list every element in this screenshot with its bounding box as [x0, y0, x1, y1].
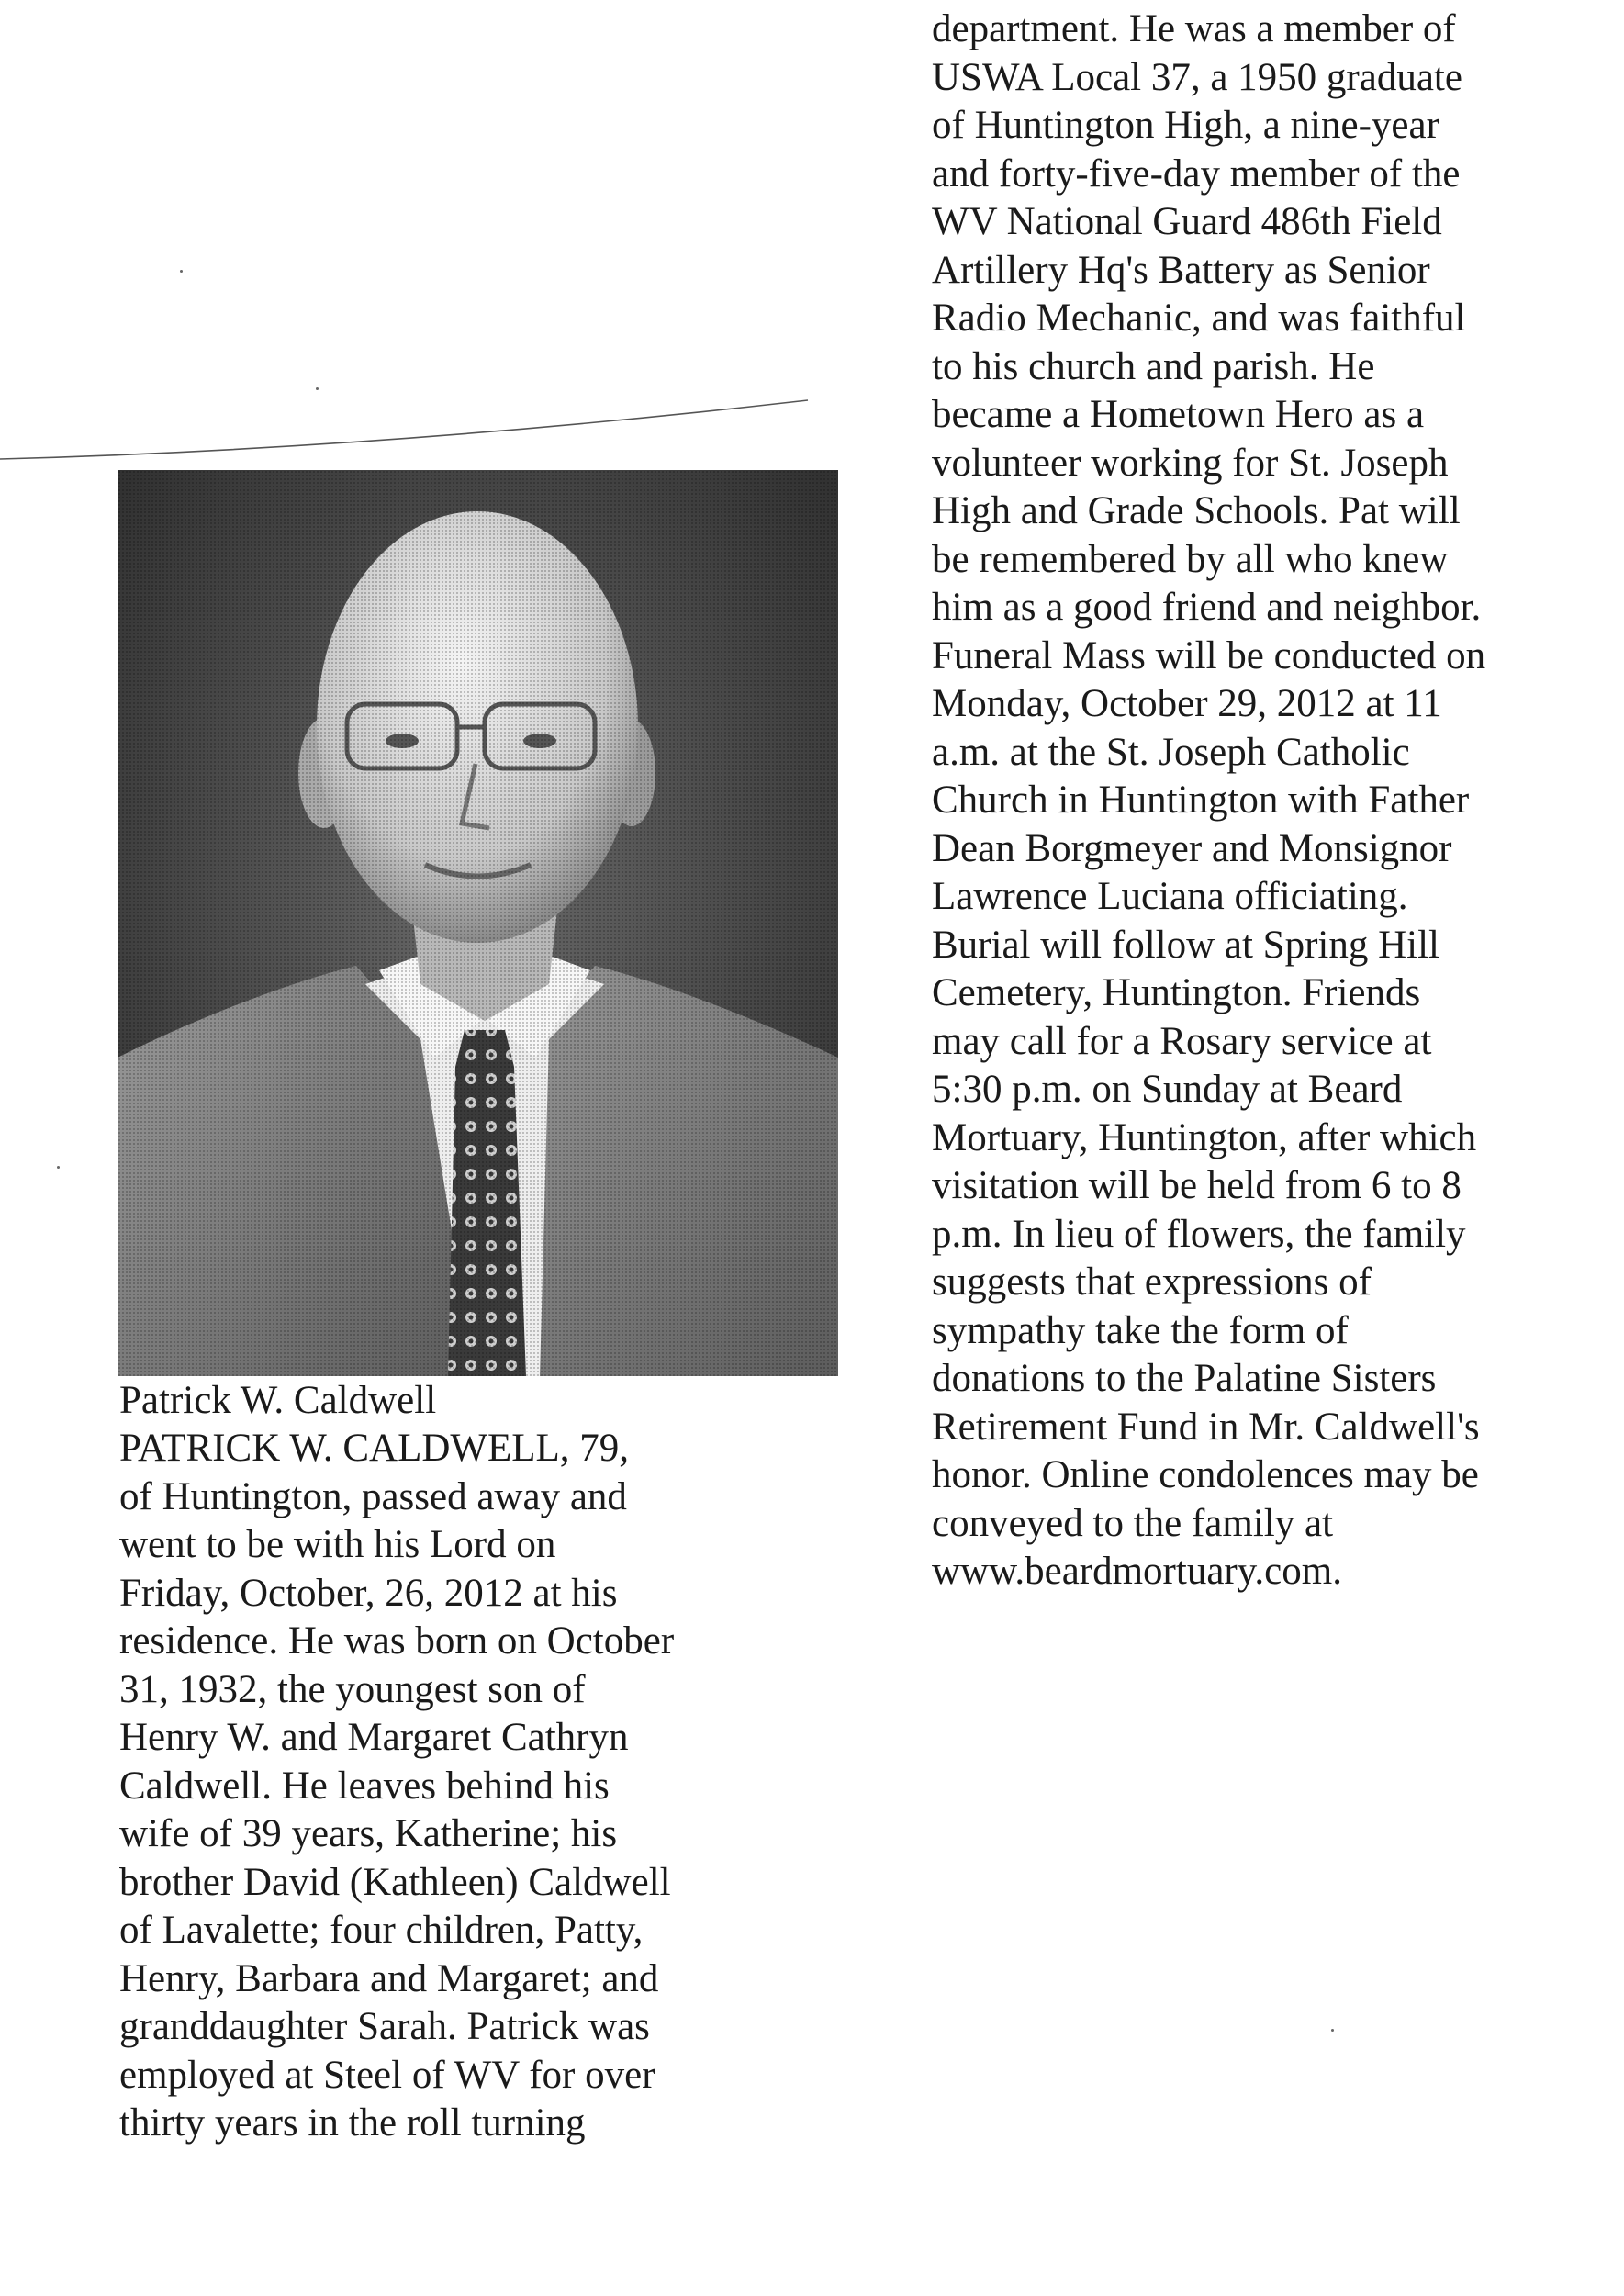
obituary-line: honor. Online condolences may be	[932, 1453, 1479, 1496]
obituary-line: Henry, Barbara and Margaret; and	[119, 1956, 659, 2000]
scan-speck	[316, 387, 319, 390]
obituary-line: donations to the Palatine Sisters	[932, 1357, 1437, 1400]
obituary-line: sympathy take the form of	[932, 1308, 1349, 1352]
obituary-line: conveyed to the family at	[932, 1501, 1334, 1545]
obituary-line: became a Hometown Hero as a	[932, 393, 1425, 436]
obituary-line: went to be with his Lord on	[119, 1523, 556, 1566]
obituary-right-column	[932, 6, 1616, 1596]
obituary-line: PATRICK W. CALDWELL, 79,	[119, 1427, 630, 1470]
obituary-line: be remembered by all who knew	[932, 537, 1449, 581]
obituary-line: a.m. at the St. Joseph Catholic	[932, 730, 1410, 774]
obituary-line: Lawrence Luciana officiating.	[932, 875, 1408, 918]
obituary-line: granddaughter Sarah. Patrick was	[119, 2005, 650, 2048]
obituary-line: Friday, October, 26, 2012 at his	[119, 1571, 618, 1615]
scan-speck	[57, 1166, 60, 1169]
obituary-line: WV National Guard 486th Field	[932, 200, 1442, 243]
obituary-line: Burial will follow at Spring Hill	[932, 923, 1439, 967]
obituary-line: Henry W. and Margaret Cathryn	[119, 1716, 629, 1759]
obituary-line: residence. He was born on October	[119, 1619, 675, 1663]
scan-speck	[180, 270, 183, 273]
obituary-line: Radio Mechanic, and was faithful	[932, 297, 1466, 340]
obituary-line: Caldwell. He leaves behind his	[119, 1764, 610, 1808]
portrait-photo	[118, 470, 838, 1376]
scan-speck	[1331, 2029, 1334, 2032]
obituary-line: 5:30 p.m. on Sunday at Beard	[932, 1068, 1403, 1111]
obituary-line: and forty-five-day member of the	[932, 151, 1461, 196]
obituary-line: employed at Steel of WV for over	[119, 2053, 655, 2097]
obituary-line: Mortuary, Huntington, after which	[932, 1115, 1477, 1159]
obituary-line: Cemetery, Huntington. Friends	[932, 971, 1421, 1014]
obituary-line: may call for a Rosary service at	[932, 1019, 1432, 1063]
obituary-line: volunteer working for St. Joseph	[932, 441, 1449, 485]
obituary-line: 31, 1932, the youngest son of	[119, 1667, 586, 1711]
obituary-line: of Huntington, passed away and	[119, 1474, 627, 1518]
obituary-line: wife of 39 years, Katherine; his	[119, 1812, 618, 1855]
obituary-line: of Huntington High, a nine-year	[932, 104, 1439, 147]
photo-caption: Patrick W. Caldwell	[119, 1379, 437, 1422]
obituary-left-column	[119, 1425, 835, 2148]
obituary-line: suggests that expressions of	[932, 1260, 1372, 1304]
obituary-line: Dean Borgmeyer and Monsignor	[932, 826, 1452, 870]
obituary-line: p.m. In lieu of flowers, the family	[932, 1212, 1466, 1256]
obituary-line: Retirement Fund in Mr. Caldwell's	[932, 1405, 1480, 1449]
obituary-line: him as a good friend and neighbor.	[932, 586, 1482, 629]
obituary-line: www.beardmortuary.com.	[932, 1550, 1342, 1593]
obituary-line: Artillery Hq's Battery as Senior	[932, 248, 1430, 292]
obituary-line: Funeral Mass will be conducted on	[932, 633, 1486, 678]
obituary-line: visitation will be held from 6 to 8	[932, 1164, 1462, 1207]
obituary-line: of Lavalette; four children, Patty,	[119, 1909, 644, 1952]
obituary-line: Monday, October 29, 2012 at 11	[932, 682, 1442, 725]
obituary-line: to his church and parish. He	[932, 344, 1375, 388]
obituary-line: department. He was a member of	[932, 7, 1456, 50]
obituary-line: High and Grade Schools. Pat will	[932, 489, 1461, 532]
obituary-line: brother David (Kathleen) Caldwell	[119, 1860, 671, 1904]
obituary-line: USWA Local 37, a 1950 graduate	[932, 55, 1462, 99]
obituary-line: thirty years in the roll turning	[119, 2101, 586, 2145]
obituary-line: Church in Huntington with Father	[932, 778, 1470, 822]
